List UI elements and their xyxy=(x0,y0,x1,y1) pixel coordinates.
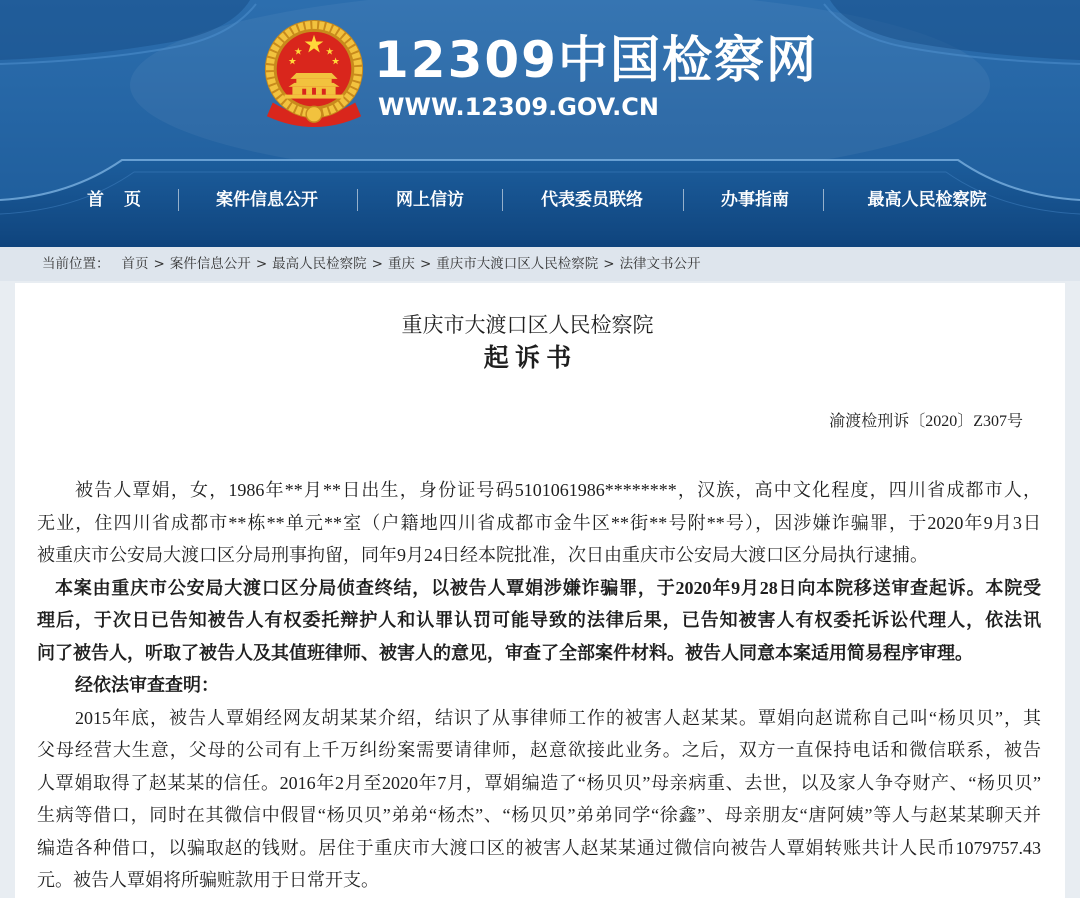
paragraph-line: 无业，住四川省成都市**栋**单元**室（户籍地四川省成都市金牛区**街**号附**号），因涉嫌诈骗罪，于2020年9月3日 xyxy=(37,512,1041,533)
document-number: 渝渡检刑诉〔2020〕Z307号 xyxy=(829,413,1023,430)
paragraph-line: 编造各种借口，以骗取赵的钱财。居住于重庆市大渡口区的被害人赵某某通过微信向被告人覃娟转账共计人民币1079757.43 xyxy=(37,837,1041,858)
breadcrumb-label: 当前位置： xyxy=(42,256,110,272)
breadcrumb xyxy=(0,247,1080,281)
paragraph-line: 元。被告人覃娟将所骗赃款用于日常开支。 xyxy=(37,870,379,890)
breadcrumb-link-home[interactable]: 首页 xyxy=(121,256,149,272)
paragraph-line: 生病等借口，同时在其微信中假冒“杨贝贝”弟弟“杨杰”、“杨贝贝”弟弟同学“徐鑫”、母亲朋友“唐阿姨”等人与赵某某聊天并 xyxy=(37,805,1041,825)
paragraph-line: 被重庆市公安局大渡口区分局刑事拘留，同年9月24日经本院批准，次日由重庆市公安局大渡口区分局执行逮捕。 xyxy=(37,545,928,565)
nav-separator xyxy=(178,189,179,211)
nav-item-supreme-procuratorate[interactable]: 最高人民检察院 xyxy=(867,190,987,210)
nav-item-petition[interactable]: 网上信访 xyxy=(396,190,464,210)
paragraph-line: 人覃娟取得了赵某某的信任。2016年2月至2020年7月，覃娟编造了“杨贝贝”母亲病重、去世，以及家人争夺财产、“杨贝贝” xyxy=(37,772,1041,793)
document-title: 起 诉 书 xyxy=(483,345,572,372)
breadcrumb-link-chongqing[interactable]: 重庆 xyxy=(387,256,415,272)
paragraph-line: 理后，于次日已告知被告人有权委托辩护人和认罪认罚可能导致的法律后果，已告知被害人有权委托诉讼代理人，依法讯 xyxy=(37,610,1041,630)
breadcrumb-link-dadukou-procuratorate[interactable]: 重庆市大渡口区人民检察院 xyxy=(436,256,599,272)
breadcrumb-separator: > xyxy=(153,256,165,272)
document-panel xyxy=(15,283,1065,898)
nav-item-guide[interactable]: 办事指南 xyxy=(721,190,789,210)
nav-separator xyxy=(823,189,824,211)
paragraph-line: 问了被告人，听取了被告人及其值班律师、被害人的意见，审查了全部案件材料。被告人同意本案适用简易程序审理。 xyxy=(37,642,973,663)
nav-separator xyxy=(502,189,503,211)
paragraph-line: 2015年底，被告人覃娟经网友胡某某介绍，结识了从事律师工作的被害人赵某某。覃娟向赵谎称自己叫“杨贝贝”，其 xyxy=(75,707,1041,728)
document-agency: 重庆市大渡口区人民检察院 xyxy=(401,313,654,337)
site-header xyxy=(0,0,1080,247)
paragraph-line: 父母经营大生意，父母的公司有上千万纠纷案需要请律师，赵意欲接此业务。之后，双方一直保持电话和微信联系，被告 xyxy=(37,740,1041,760)
breadcrumb-separator: > xyxy=(419,256,432,272)
breadcrumb-link-legal-documents[interactable]: 法律文书公开 xyxy=(619,256,701,272)
site-logo-text: 12309中国检察网 xyxy=(374,31,818,89)
site-url: WWW.12309.GOV.CN xyxy=(378,93,659,121)
site-logo-link[interactable] xyxy=(255,14,845,138)
breadcrumb-separator: > xyxy=(603,256,615,272)
breadcrumb-separator: > xyxy=(371,256,383,272)
paragraph-line: 被告人覃娟，女，1986年**月**日出生，身份证号码5101061986********，汉族，高中文化程度，四川省成都市人， xyxy=(75,480,1041,500)
paragraph-line: 本案由重庆市公安局大渡口区分局侦查终结，以被告人覃娟涉嫌诈骗罪，于2020年9月28日向本院移送审查起诉。本院受 xyxy=(55,577,1041,598)
national-emblem-icon xyxy=(261,18,367,132)
breadcrumb-link-case-info[interactable]: 案件信息公开 xyxy=(169,256,251,272)
nav-item-home[interactable]: 首 页 xyxy=(87,190,141,210)
nav-separator xyxy=(683,189,684,211)
breadcrumb-link-supreme-procuratorate[interactable]: 最高人民检察院 xyxy=(272,256,367,272)
nav-item-deputies[interactable]: 代表委员联络 xyxy=(541,190,643,210)
breadcrumb-separator: > xyxy=(255,256,268,272)
section-heading: 经依法审查查明： xyxy=(75,675,219,695)
nav-separator xyxy=(357,189,358,211)
nav-item-case-info[interactable]: 案件信息公开 xyxy=(216,190,318,210)
document-body xyxy=(37,474,1041,897)
